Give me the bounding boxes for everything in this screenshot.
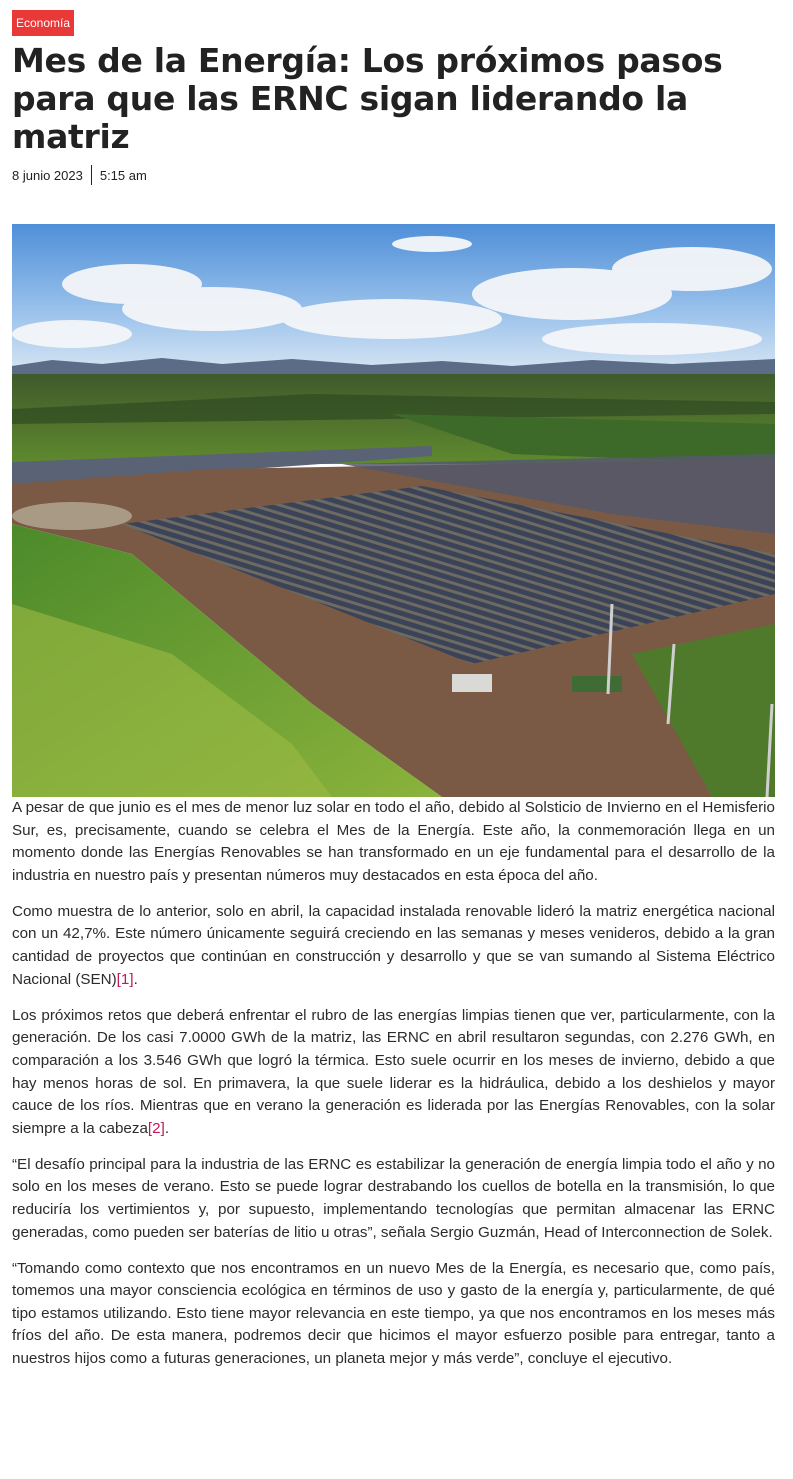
paragraph [12,901,775,991]
paragraph [12,1005,775,1141]
article-body [12,797,775,1384]
paragraph-tail: . [164,1119,170,1137]
footnote-link[interactable]: [2] [147,1119,165,1137]
paragraph-text: A pesar de que junio es el mes de menor luz solar en todo el año, debido al Solsticio de Invierno en el Hemisferio Sur, es, precisamente, cuando se celebra el Mes de la Energía. Este año, la conmemoración llega en un momento donde las Energías Renovables se han transformado en un eje fundamental para el desarrollo de la industria en nuestro país y presentan números muy destacados en esta época del año. [12,799,775,884]
paragraph-text: Los próximos retos que deberá enfrentar el rubro de las energías limpias tienen que ver, particularmente, con la generación. De los casi 7.0000 GWh de la matriz, las ERNC en abril resultaron segundas, con 2.276 GWh, en comparación a los 3.546 GWh que logró la térmica. Esto suele ocurrir en los meses de invierno, debido a que hay menos horas de sol. En primavera, la que suele liderar es la hidráulica, debido a los deshielos y mayor cauce de los ríos. Mientras que en verano la generación es liderada por las Energías Renovables, con la solar siempre a la cabeza [12,1006,775,1137]
article-meta [12,165,147,185]
hero-image-solar-farm [12,224,775,797]
paragraph-text: “El desafío principal para la industria de las ERNC es estabilizar la generación de energía limpia todo el año y no solo en los meses de verano. Esto se puede lograr destrabando los cuellos de botella en la transmisión, lo que reduciría los vertimientos y, por supuesto, implementando tecnologías que permitan almacenar las ERNC generadas, como pueden ser baterías de litio u otras”, señala Sergio Guzmán, Head of Interconnection de Solek. [12,1155,775,1241]
publish-time: 5:15 am [99,167,147,183]
category-badge[interactable]: Economía [12,10,74,36]
paragraph-tail: . [133,970,138,988]
paragraph [12,797,775,887]
paragraph [12,1154,775,1244]
paragraph [12,1258,775,1371]
paragraph-text: Como muestra de lo anterior, solo en abril, la capacidad instalada renovable lideró la matriz energética nacional con un 42,7%. Este número únicamente seguirá creciendo en las semanas y meses venideros, debido a la gran cantidad de proyectos que continúan en construcción y desarrollo y que se van sumando al Sistema Eléctrico Nacional (SEN) [12,902,775,988]
paragraph-text: “Tomando como contexto que nos encontramos en un nuevo Mes de la Energía, es necesario que, como país, tomemos una mayor consciencia ecológica en términos de uso y gasto de la energía y, particularmente, de qué tipo estamos utilizando. Esto tiene mayor relevancia en este tiempo, ya que nos encontramos en los meses más fríos del año. De esta manera, podremos decir que hicimos el mayor esfuerzo posible para entregar, tanto a nuestros hijos como a futuras generaciones, un planeta mejor y más verde”, concluye el ejecutivo. [12,1259,775,1368]
meta-divider [91,165,92,185]
article-title: Mes de la Energía: Los próximos pasos para que las ERNC sigan liderando la matriz [12,41,723,156]
publish-date: 8 junio 2023 [12,167,83,183]
footnote-link[interactable]: [1] [116,970,134,988]
